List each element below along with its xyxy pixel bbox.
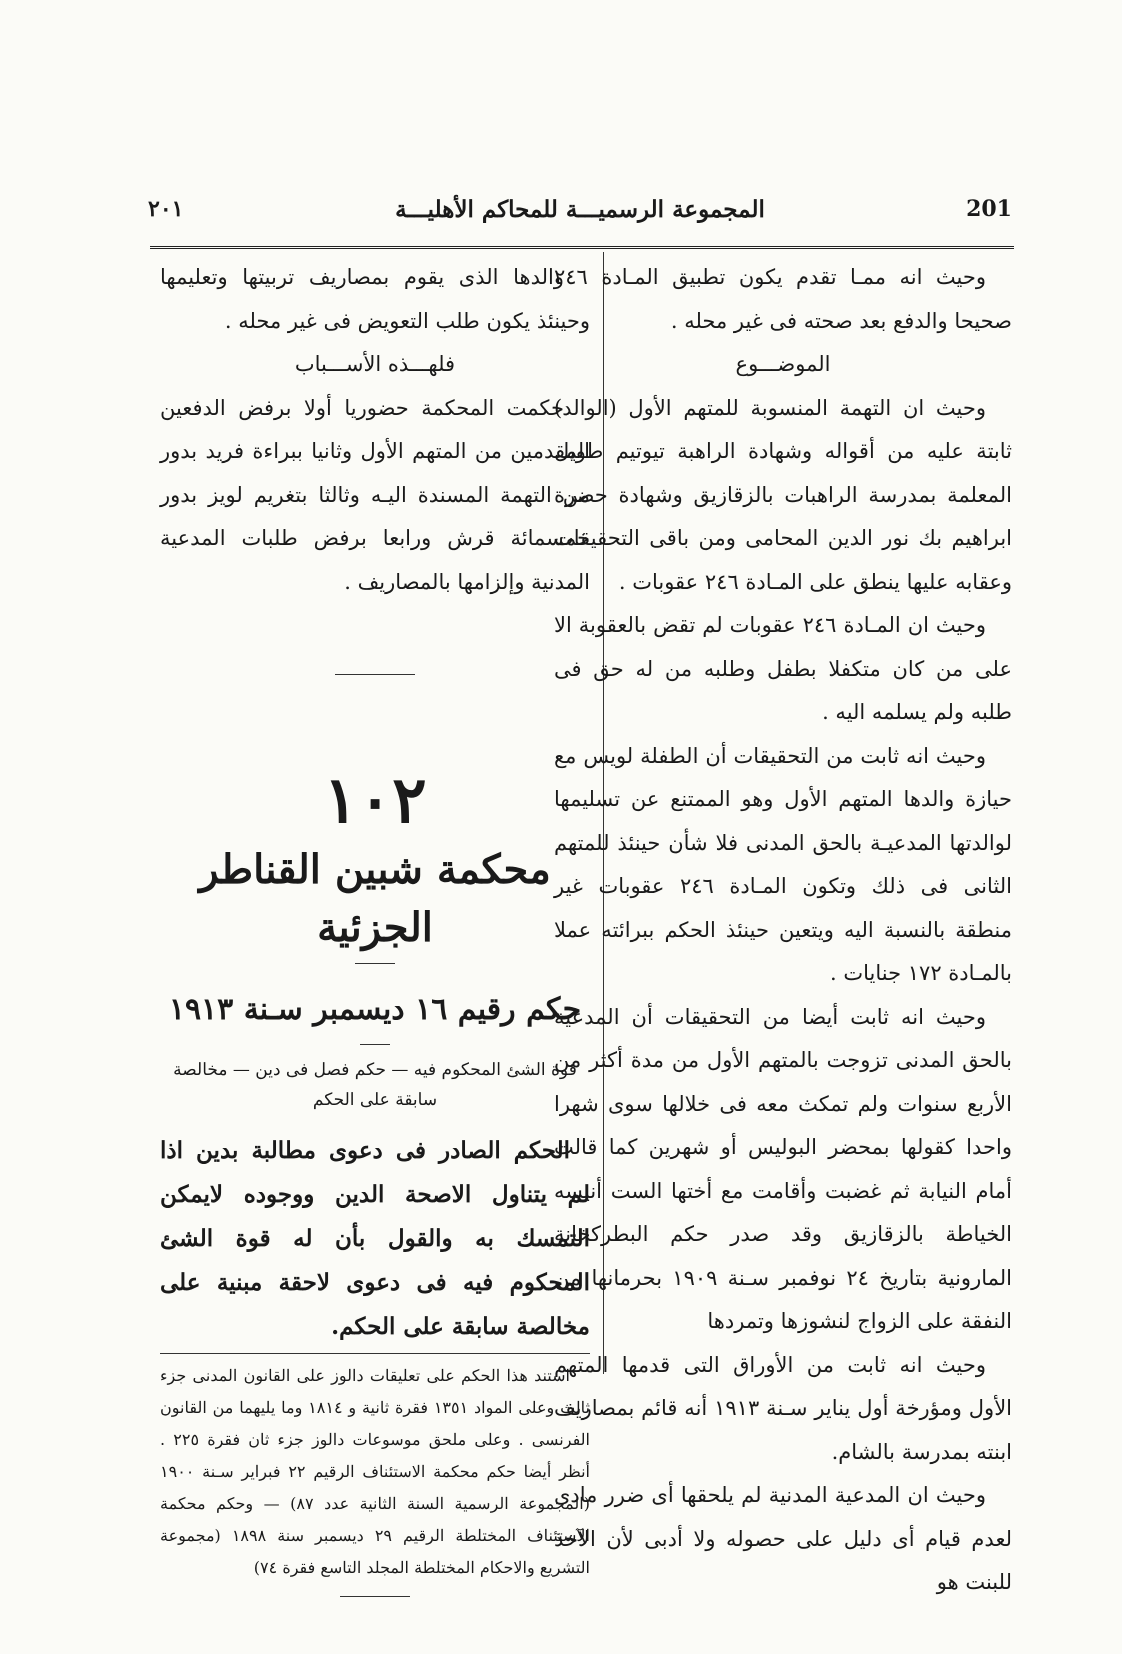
paragraph: وحيث انه ثابت من الأوراق التى قدمها المتهم الأول ومؤرخة أول يناير سـنة ١٩١٣ أنه قائم بمصاريف ابنته بمدرسة بالشام. <box>554 1352 1013 1464</box>
header-double-rule <box>150 246 1014 249</box>
page-number-arabic: ٢٠١ <box>148 196 184 222</box>
paragraph: وحيث انه ثابت من التحقيقات أن الطفلة لويس مع حيازة والدها المتهم الأول وهو الممتنع عن تسليمها لوالدتها المدعيـة بالحق المدنى فلا شأن حينئذ للمتهم الثانى فى ذلك وتكون المـادة ٢٤٦ عقوبات غير منطقة بالنسبة اليه ويتعين حينئذ الحكم ببرائته عملا بالمـادة ١٧٢ جنايات . <box>554 743 1012 985</box>
case-number: ١٠٢ <box>323 763 427 838</box>
minor-divider <box>360 1044 390 1045</box>
paragraph: وحيث ان التهمة المنسوبة للمتهم الأول (الوالد) ثابتة عليه من أقواله وشهادة الراهبة تيوتيم طويل المعلمة بمدرسة الراهبات بالزقازيق وشهادة حضرة ابراهيم بك نور الدين المحامى ومن باقى التحقيقات وعقابه عليها ينطق على المـادة ٢٤٦ عقوبات . <box>554 395 1012 594</box>
minor-divider <box>355 963 395 964</box>
page-header <box>148 196 1012 236</box>
subject-heading: الموضـــوع <box>735 352 831 376</box>
court-name: محكمة شبين القناطر الجزئية <box>199 846 551 951</box>
right-column <box>554 256 1012 1605</box>
paragraph: وحيث ان المدعية المدنية لم يلحقها أى ضرر مادى لعدم قيام أى دليل على حصوله ولا أدبى لأن الآخذ للبنت هو <box>554 1483 1012 1594</box>
paragraph: والدها الذى يقوم بمصاريف تربيتها وتعليمها وحينئذ يكون طلب التعويض فى غير محله . <box>160 265 590 333</box>
footnote-rule <box>160 1353 590 1354</box>
paragraph: وحيث انه ممـا تقدم يكون تطبيق المـادة ٢٤٦ صحيحا والدفع بعد صحته فى غير محله . <box>554 265 1012 333</box>
ruling-date: حكم رقيم ١٦ ديسمبر سـنة ١٩١٣ <box>168 992 582 1027</box>
left-column <box>160 256 590 1597</box>
headnote: الحكم الصادر فى دعوى مطالبة بدين اذا لم يتناول الاصحة الدين ووجوده لايمكن التمسك به والقول بأن له قوة الشئ المحكوم فيه فى دعوى لاحقة مبنية على مخالصة سابقة على الحكم. <box>160 1137 590 1340</box>
verdict-paragraph: حكمت المحكمة حضوريا أولا برفض الدفعين المقدمين من المتهم الأول وثانيا ببراءة فريد بدور من التهمة المسندة اليـه وثالثا بتغريم لويز بدور خمسمائة قرش ورابعا برفض طلبات المدعية المدنية وإلزامها بالمصاريف . <box>160 395 590 594</box>
paragraph: وحيث انه ثابت أيضا من التحقيقات أن المدعية بالحق المدنى تزوجت بالمتهم الأول من مدة أكثر من الأربع سنوات ولم تمكث معه فى خلالها سوى شهرا واحدا كقولها بمحضر البوليس أو شهرين كما قالت أمام النيابة ثم غضبت وأقامت مع أختها الست أنيسه الخياطة بالزقازيق وقد صدر حكم البطركخانة المارونية بتاريخ ٢٤ نوفمبر سـنة ١٩٠٩ بحرمانها من النفقة على الزواج لنشوزها وتمردها <box>554 1004 1012 1333</box>
page-number-latin: 201 <box>966 196 1012 222</box>
end-divider <box>340 1596 410 1597</box>
reasons-heading: فلهـــذه الأســـباب <box>294 352 456 376</box>
topic-line: قوة الشئ المحكوم فيه — حكم فصل فى دين — مخالصة سابقة على الحكم <box>173 1060 577 1110</box>
paragraph: وحيث ان المـادة ٢٤٦ عقوبات لم تقض بالعقوبة الا على من كان متكفلا بطفل وطلبه من له حق فى طلبه ولم يسلمه اليه . <box>554 613 1012 724</box>
footnote: استند هذا الحكم على تعليقات دالوز على القانون المدنى جزء ثالث وعلى المواد ١٣٥١ فقرة ثانية و ١٨١٤ وما يليهما من القانون الفرنسى . وعلى ملحق موسوعات دالوز جزء ثان فقرة ٢٢٥ . أنظر أيضا حكم محكمة الاستئناف الرقيم ٢٢ فبراير سـنة ١٩٠٠ (المجموعة الرسمية السنة الثانية عدد ٨٧) — وحكم محكمة الاستئناف المختلطة الرقيم ٢٩ ديسمبر سنة ١٨٩٨ (مجموعة التشريع والاحكام المختلطة المجلد التاسع فقرة ٧٤) <box>160 1366 591 1577</box>
publication-title: المجموعة الرسميـــة للمحاكم الأهليـــة <box>395 196 765 223</box>
